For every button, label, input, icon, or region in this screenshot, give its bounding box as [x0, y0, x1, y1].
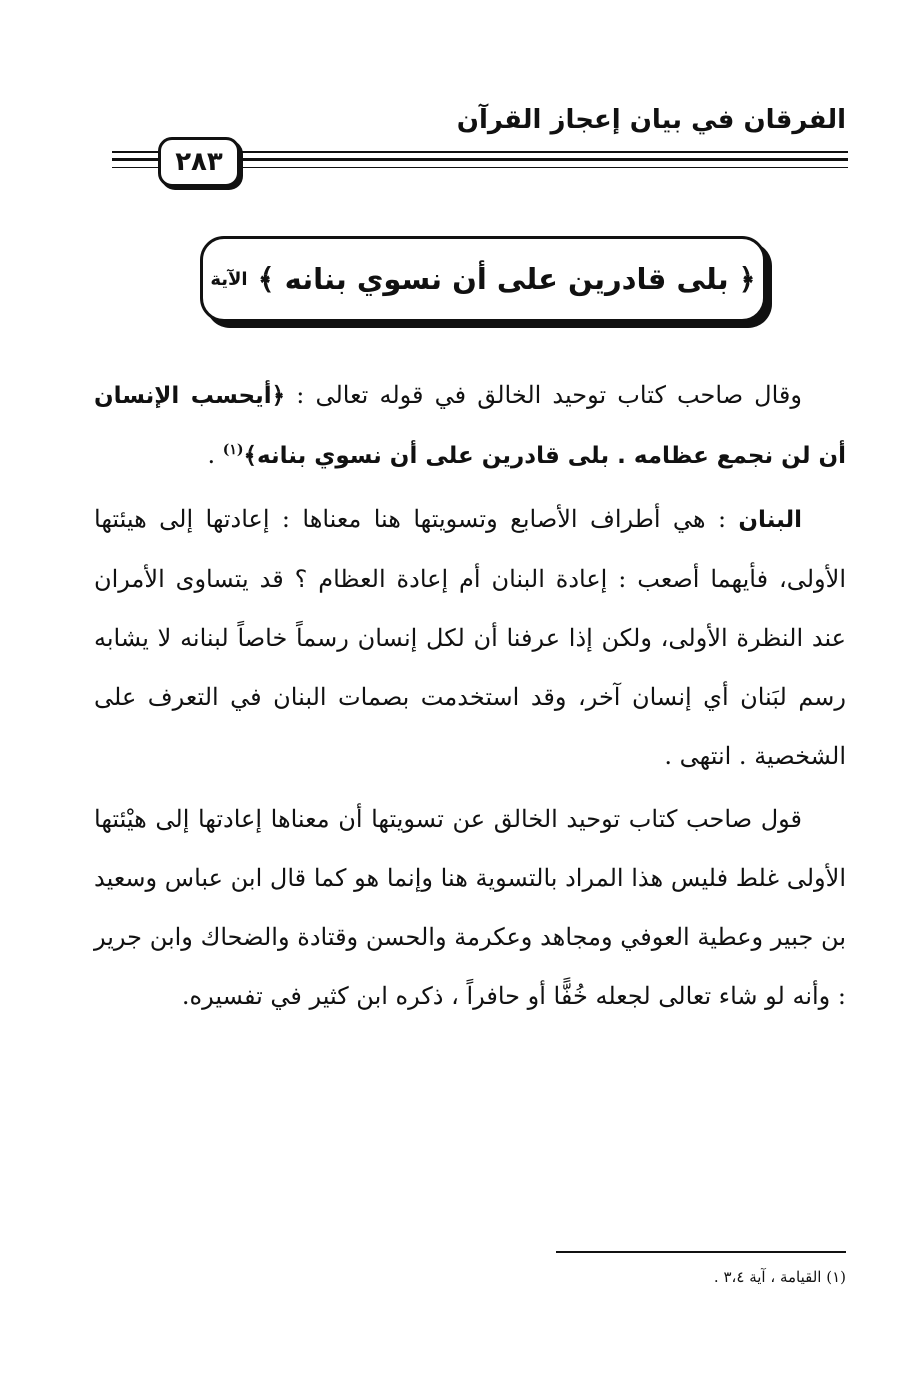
paragraph: [94, 790, 846, 1026]
running-title: الفرقان في بيان إعجاز القرآن: [456, 105, 846, 135]
paragraph: [94, 366, 846, 486]
defined-term: البنان: [738, 507, 802, 533]
footnote: (١) القيامة ، آية ٣،٤ .: [713, 1268, 846, 1286]
paragraph-end: .: [207, 441, 223, 469]
section-heading: [200, 236, 766, 322]
paragraph: [94, 490, 846, 786]
paragraph-text: قول صاحب كتاب توحيد الخالق عن تسويتها أن معناها إعادتها إلى هيْئتها الأولى غلط فليس هذا المراد بالتسوية هنا وإنما هو كما قال ابن عباس وسعيد بن جبير وعطية العوفي ومجاهد وعكرمة والحسن وقتادة والضحاك وابن جرير : وأنه لو شاء تعالى لجعله خُفًّا أو حافراً ، ذكره ابن كثير في تفسيره.: [94, 805, 846, 1010]
body-text: [94, 366, 846, 1026]
page-number: ٢٨٣: [158, 137, 240, 187]
paragraph-text: : هي أطراف الأصابع وتسويتها هنا معناها : إعادتها إلى هيئتها الأولى، فأيهما أصعب : إعادة البنان أم إعادة العظام ؟ قد يتساوى الأمران عند النظرة الأولى، ولكن إذا عرفنا أن لكل إنسان رسماً خاصاً لبنانه لا يشابه رسم لبَنان أي إنسان آخر، وقد استخدمت بصمات البنان في التعرف على الشخصية . انتهى .: [94, 505, 847, 770]
quranic-verse: ﴿أيحسب الإنسان أن لن نجمع عظامه . بلى قادرين على أن نسوي بنانه﴾: [94, 383, 846, 469]
section-heading-verse: ﴿ بلى قادرين على أن نسوي بنانه ﴾: [257, 262, 756, 296]
paragraph-intro: وقال صاحب كتاب توحيد الخالق في قوله تعالى :: [285, 381, 802, 409]
footnote-reference: (١): [222, 442, 244, 458]
section-heading-suffix: الآية: [210, 268, 248, 290]
footnote-rule: [556, 1251, 846, 1253]
